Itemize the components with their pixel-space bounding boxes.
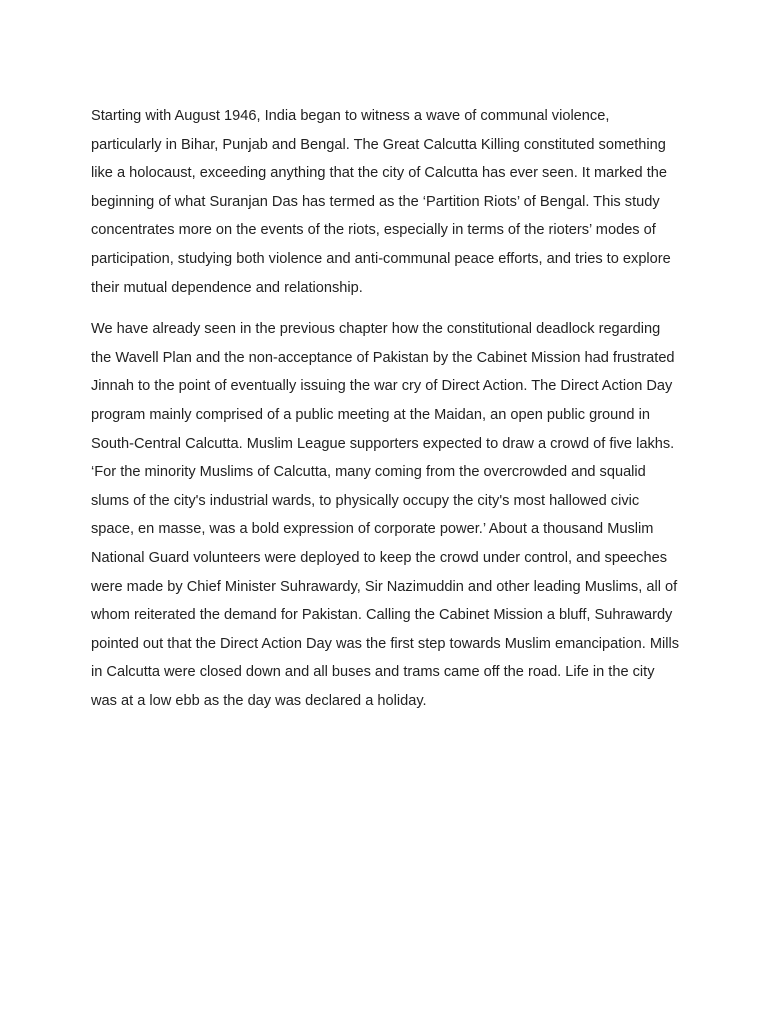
paragraph-1: Starting with August 1946, India began to witness a wave of communal violence, particularly in Bihar, Punjab and Bengal. The Great Calcutta Killing constituted something like a holocaust, exceeding anything that the city of Calcutta has ever seen. It marked the beginning of what Suranjan Das has termed as the ‘Partition Riots’ of Bengal. This study concentrates more on the events of the riots, especially in terms of the rioters’ modes of participation, studying both violence and anti-communal peace efforts, and tries to explore their mutual dependence and relationship. — [91, 108, 671, 296]
document-body — [91, 102, 683, 715]
paragraph-2: We have already seen in the previous chapter how the constitutional deadlock regarding the Wavell Plan and the non-acceptance of Pakistan by the Cabinet Mission had frustrated Jinnah to the point of eventually issuing the war cry of Direct Action. The Direct Action Day program mainly comprised of a public meeting at the Maidan, an open public ground in South-Central Calcutta. Muslim League supporters expected to draw a crowd of five lakhs. ‘For the minority Muslims of Calcutta, many coming from the overcrowded and squalid slums of the city's industrial wards, to physically occupy the city's most hallowed civic space, en masse, was a bold expression of corporate power.’ About a thousand Muslim National Guard volunteers were deployed to keep the crowd under control, and speeches were made by Chief Minister Suhrawardy, Sir Nazimuddin and other leading Muslims, all of whom reiterated the demand for Pakistan. Calling the Cabinet Mission a bluff, Suhrawardy pointed out that the Direct Action Day was the first step towards Muslim emancipation. Mills in Calcutta were closed down and all buses and trams came off the road. Life in the city was at a low ebb as the day was declared a holiday. — [91, 321, 680, 709]
